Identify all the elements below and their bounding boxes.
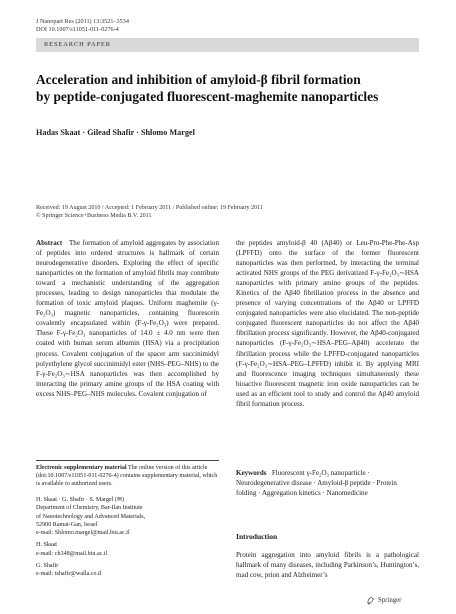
doi: DOI 10.1007/s11051-011-0276-4 — [36, 26, 119, 33]
title-line-2: by peptide-conjugated fluorescent-maghemite nanoparticles — [36, 89, 379, 104]
article-type-label: RESEARCH PAPER — [44, 41, 111, 48]
author-list: Hadas Skaat · Gilead Shafir · Shlomo Margel — [36, 128, 195, 137]
affiliation-authors: H. Skaat · G. Shafir · S. Margel (✉) — [36, 497, 125, 503]
affiliation-city: 52900 Ramat-Gan, Israel — [36, 521, 98, 528]
affiliation-dept: Department of Chemistry, Bar-Ilan Institute — [36, 505, 143, 512]
copyright: © Springer Science+Business Media B.V. 2011 — [36, 213, 152, 220]
journal-info — [36, 18, 129, 34]
springer-horse-icon — [366, 596, 375, 605]
keywords-label: Keywords — [236, 469, 267, 477]
abstract-left-column — [36, 238, 219, 399]
keywords-block — [236, 468, 419, 498]
introduction-heading: Introduction — [236, 532, 278, 541]
article-type-banner — [36, 38, 419, 52]
abstract-text-left: The formation of amyloid aggregates by association of peptides into ordered structures is hallmark of certain neurodegenerative disorders. Exploring the effect of specific nanoparticles on the formation of amyloid fibrils may contribute toward a mechanistic understanding of the aggregation processes, leading to design nanoparticles that modulate the formation of toxic amyloid plaques. Uniform maghemite (γ-Fe₂O₃) magnetic nanoparticles, containing fluorescein covalently encapsulated within (F-γ-Fe₂O₃) were prepared. These F-γ-Fe₂O₃ nanoparticles of 14.0 ± 4.0 nm were then coated with human serum albumin (HSA) via a precipitation process. Covalent conjugation of the spacer arm succinimidyl polyethylene glycol succinimidyl ester (NHS–PEG–NHS) to the F-γ-Fe₂O₃∼HSA nanoparticles was then accomplished by interacting the primary amine groups of the HSA coating with excess NHS–PEG–NHS molecules. Covalent conjugation of — [36, 239, 219, 398]
abstract-label: Abstract — [36, 239, 63, 247]
footnote-divider — [36, 460, 219, 461]
affiliation-email-margel[interactable]: e-mail: Shlomo.margel@mail.biu.ac.il — [36, 530, 130, 537]
supplementary-note — [36, 464, 219, 488]
publication-history — [36, 204, 419, 220]
title-line-1: Acceleration and inhibition of amyloid-β fibril formation — [36, 72, 361, 87]
abstract-right-column — [236, 238, 419, 409]
journal-citation: J Nanopart Res (2011) 13:3521–3534 — [36, 18, 129, 25]
affiliations — [36, 496, 219, 583]
supplementary-label: Electronic supplementary material — [36, 465, 127, 471]
affiliation-main — [36, 496, 219, 537]
affiliation-skaat — [36, 541, 219, 558]
introduction-text: Protein aggregation into amyloid fibrils is a pathological hallmark of many diseases, including Parkinson’s, Huntington’s, mad cow, prion and Alzheimer’s — [236, 551, 419, 580]
article-title — [36, 71, 419, 105]
abstract-text-right: the peptides amyloid-β 40 (Aβ40) or Leu-Pro-Phe-Phe-Asp (LPFFD) onto the surface of the former fluorescent nanoparticles was then performed, by interacting the terminal activated NHS groups of the PEG derivatized F-γ-Fe₂O₃∼HSA nanoparticles with primary amino groups of the peptides. Kinetics of the Aβ40 fibrillation process in the absence and presence of varying concentrations of the Aβ40 or LPFFD conjugated nanoparticles were also elucidated. The non-peptide conjugated fluorescent nanoparticles do not affect the Aβ40 fibrillation process significantly. However, the Aβ40-conjugated nanoparticles (F-γ-Fe₂O₃∼HSA–PEG–Aβ40) accelerate the fibrillation process while the LPFFD-conjugated nanoparticles (F-γ-Fe₂O₃∼HSA–PEG–LPFFD) inhibit it. By applying MRI and fluorescence imaging techniques simultaneously these bioactive fluorescent magnetic iron oxide nanoparticles can be used as an efficient tool to study and control the Aβ40 amyloid fibril formation process. — [236, 239, 419, 408]
affiliation-name-skaat: H. Skaat — [36, 542, 57, 549]
publisher-name: Springer — [378, 597, 402, 604]
keywords-text: Fluorescent γ-Fe₂O₃ nanoparticle · Neurodegenerative disease · Amyloid-β peptide · Protein folding · Aggregation kinetics · Nanomedicine — [236, 469, 397, 498]
affiliation-inst: of Nanotechnology and Advanced Materials, — [36, 513, 146, 520]
history-dates: Received: 19 August 2010 / Accepted: 1 February 2011 / Published online: 19 February 2011 — [36, 205, 264, 211]
affiliation-shafir — [36, 562, 219, 579]
publisher-footer — [366, 596, 401, 605]
affiliation-email-shafir[interactable]: e-mail: tshafir@walla.co.il — [36, 571, 102, 578]
supplementary-text: The online version of this article (doi:10.1007/s11051-011-0276-4) contains supplementary material, which is available to authorized users. — [36, 465, 218, 488]
affiliation-email-skaat[interactable]: e-mail: ch348@mail.biu.ac.il — [36, 550, 108, 557]
affiliation-name-shafir: G. Shafir — [36, 563, 59, 570]
